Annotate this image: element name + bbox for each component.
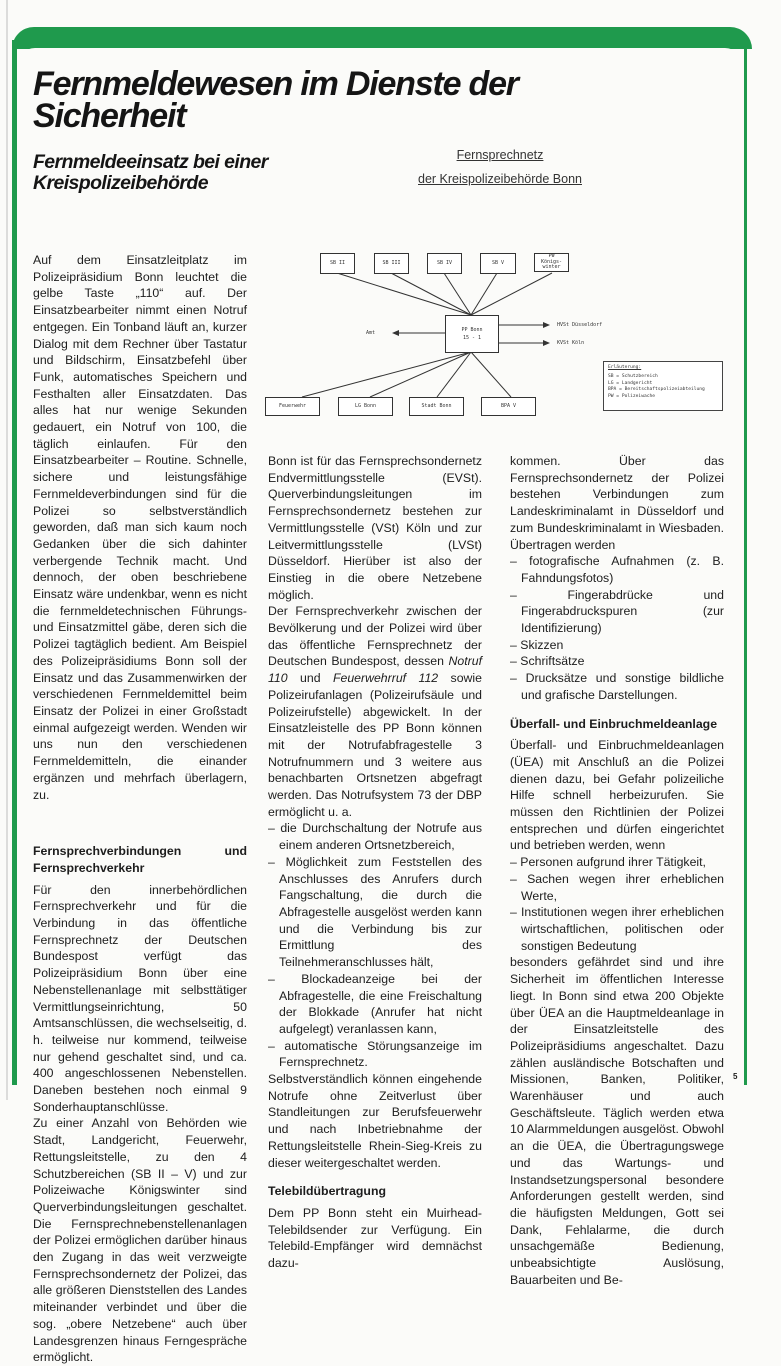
- list-item: – Schriftsätze: [510, 653, 724, 670]
- legend-item: LG = Landgericht: [608, 380, 653, 386]
- column-1: [33, 252, 247, 1366]
- link-kvst-koeln: KVSt Köln: [557, 340, 585, 346]
- text: sowie Polizeirufanlagen (Polizeirufsäule und Polizeirufstelle) abgewickelt. In der Einsatzleistelle des PP Bonn können mit der Notrufabfragestelle 3 Notrufnummern und 3 weitere aus benachbarten Ortsnetzen abgefragt werden. Das Notrufsystem 73 der DBP ermöglicht u. a.: [268, 671, 482, 819]
- column-2: [268, 453, 482, 1272]
- paragraph: Selbstverständlich können eingehende Notrufe ohne Zeitverlust über Standleitungen zur Berufsfeuerwehr und nach Inbetriebnahme der Rettungsleitstelle Rhein-Sieg-Kreis zu dieser weitergeschaltet werden.: [268, 1072, 482, 1170]
- node-sb-iii: SB III: [374, 253, 409, 274]
- section-heading-telebild: Telebildübertragung: [268, 1184, 386, 1199]
- list-item: – Sachen wegen ihrer erheblichen Werte,: [510, 871, 724, 904]
- node-lg-bonn: LG Bonn: [338, 397, 393, 416]
- diagram-legend: [603, 361, 723, 411]
- node-sb-v: SB V: [480, 253, 516, 274]
- node-bpa-v: BPA V: [481, 397, 536, 416]
- node-sb-iv: SB IV: [427, 253, 462, 274]
- section-heading-uea: Überfall- und Einbruchmeldeanlage: [510, 716, 718, 731]
- list-item: – fotografische Aufnahmen (z. B. Fahndungsfotos): [510, 553, 724, 586]
- text: und: [287, 671, 333, 686]
- paragraph: Für den innerbehördlichen Fernsprechverkehr und für die Verbindung in das öffentliche Fernsprechnetz der Deutschen Bundespost verfügt das Polizeipräsidium Bonn über eine Nebenstellenanlage mit selbsttätiger Vermittlungseinrichtung, 50 Amtsanschlüssen, die wechselseitig, d. h. teilweise nur kommend, teilweise nur gehend geschaltet sind, und ca. 400 angeschlossenen Nebenstellen. Daneben bestehen noch einmal 9 Sonderhauptanschlüsse.: [33, 882, 247, 1114]
- transmission-list: [510, 553, 724, 703]
- link-hvst-duesseldorf: HVSt Düsseldorf: [557, 322, 603, 328]
- paragraph: kommen. Über das Fernsprechsondernetz der Polizei bestehen Verbindungen zum Landeskriminalamt in Düsseldorf und zum Bundeskriminalamt in Wiesbaden. Übertragen werden: [510, 454, 724, 552]
- notruf-features-list: [268, 820, 482, 1071]
- article-subtitle: Fernmeldeeinsatz bei einer Kreispolizeibehörde: [33, 151, 268, 194]
- list-item: – Skizzen: [510, 637, 724, 654]
- legend-item: SB = Schutzbereich: [608, 373, 658, 379]
- paragraph: besonders gefährdet sind und ihre Sicherheit im öffentlichen Interesse liegt. In Bonn sind etwa 200 Objekte über ÜEA an die Hauptmeldeanlage in der Einsatzleitstelle des Polizeipräsidiums angeschaltet. Dazu zählen ausländische Botschaften und Missionen, Banken, Politiker, Warenhäuser und auch Geschäftsleute. Täglich werden etwa 10 Alarmmeldungen ausgelöst. Obwohl an die ÜEA, die Übertragungswege und das Wartungs- und Instandsetzungspersonal besondere Anforderungen gestellt werden, sind die häufigsten Meldungen, Gott sei Dank, Fehlalarme, die durch unsachgemäße Bedienung, unbeabsichtigte Auslösung, Bauarbeiten und Be-: [510, 955, 724, 1287]
- emphasis-feuerwehrruf: Feuerwehrruf 112: [332, 671, 439, 686]
- paragraph: Überfall- und Einbruchmeldeanlagen (ÜEA) mit Anschluß an die Polizei dienen dazu, bei Gefahr polizeiliche Hilfe schnell herbeizurufen. Sie müssen den Richtlinien der Polizei entsprechen und dürfen eingerichtet und betrieben werden, wenn: [510, 738, 724, 853]
- node-stadt-bonn: Stadt Bonn: [409, 397, 464, 416]
- node-pw-koenigswinter: PW Königs-winter: [534, 253, 569, 272]
- legend-item: BPA = Bereitschaftspolizeiabteilung: [608, 387, 705, 393]
- pp-bonn-number: 15 - 1: [462, 335, 482, 341]
- column-3: [510, 453, 724, 1288]
- pp-bonn-label: PP Bonn: [461, 327, 483, 333]
- page-title: Fernmeldewesen im Dienste der Sicherheit: [33, 65, 518, 135]
- list-item: – automatische Störungsanzeige im Fernsprechnetz.: [268, 1038, 482, 1071]
- list-item: – Personen aufgrund ihrer Tätigkeit,: [510, 854, 724, 871]
- list-item: – Drucksätze und sonstige bildliche und grafische Darstellungen.: [510, 670, 724, 703]
- node-pp-bonn: [445, 315, 499, 353]
- emphasis-notruf: Notruf 110: [268, 654, 482, 686]
- list-item: – Fingerabdrücke und Fingerabdruckspuren (zur Identifizierung): [510, 587, 724, 637]
- uea-conditions-list: [510, 854, 724, 954]
- diagram-title-line2: der Kreispolizeibehörde Bonn: [418, 172, 582, 186]
- page-number: 5: [733, 1072, 738, 1081]
- list-item: – Möglichkeit zum Feststellen des Anschlusses des Anrufers durch Fangschaltung, die durch die Abfragestelle ausgelöst werden kann und die Verbindung bis zur Ermittlung des Teilnehmeranschlusses hält,: [268, 854, 482, 971]
- node-sb-ii: SB II: [320, 253, 355, 274]
- paragraph: Dem PP Bonn steht ein Muirhead-Telebildsender zur Verfügung. Ein Telebild-Empfänger wird demnächst dazu-: [268, 1205, 482, 1271]
- legend-title: Erläuterung:: [608, 365, 642, 370]
- section-heading-fernsprech: Fernsprechverbindungen und Fernsprechverkehr: [33, 844, 247, 875]
- legend-item: PW = Polizeiwache: [608, 394, 656, 400]
- list-item: – Institutionen wegen ihrer erheblichen wirtschaftlichen, politischen oder sonstigen Bedeutung: [510, 904, 724, 954]
- list-item: – die Durchschaltung der Notrufe aus einem anderen Ortsnetzbereich,: [268, 820, 482, 853]
- text: Der Fernsprechverkehr zwischen der Bevölkerung und der Polizei wird über das öffentliche Fernsprechnetz der Deutschen Bundespost, dessen: [268, 604, 482, 669]
- intro-paragraph: Auf dem Einsatzleitplatz im Polizeipräsidium Bonn leuchtet die gelbe Taste „110“ auf. Der Einsatzbearbeiter nimmt einen Notruf entgegen. Ein Tonband läuft an, kurzer Dialog mit dem Rechner über Tastatur und Bildschirm, Einsatzbefehl über Funk, automatisches Speichern und Festhalten aller Einsatzdaten. Das alles hat nur wenige Sekunden gedauert, ein Notruf von 100, die täglich einlaufen. Für den Einsatzbearbeiter – Routine. Schnelle, sichere und leistungsfähige Fernmeldeverbindungen sind für die Polizei so selbstverständlich geworden, daß man sich kaum noch Gedanken über die sich dahinter verbergende Technik macht. Und dennoch, der oben beschriebene Einsatz wäre undenkbar, wenn es nicht die fernmeldetechnischen Führungs- und Einsatzmittel gäbe, deren sich die Polizei tagtäglich bedient. Am Beispiel des Polizeipräsidiums Bonn soll der Einsatz und das Zusammenwirken der verschiedenen Fernmeldemittel beim Einsatz der Polizei in einer Großstadt einmal aufgezeigt werden. Wenden wir uns nun den verschiedenen Fernmeldemitteln, die einander ergänzen und mehrfach überlagern, zu.: [33, 253, 247, 802]
- paragraph: [268, 603, 482, 820]
- list-item: – Blockadeanzeige bei der Abfragestelle, die eine Freischaltung der Blokkade (Anrufer hat nicht aufgelegt) veranlassen kann,: [268, 971, 482, 1038]
- link-amt: Amt: [366, 330, 376, 336]
- paragraph: Bonn ist für das Fernsprechsondernetz Endvermittlungsstelle (EVSt). Querverbindungsleitungen im Fernsprechsondernetz bestehen zur Vermittlungsstelle (VSt) Köln und zur Leitvermittlungsstelle (LVSt) Düsseldorf. Hierüber ist also der Einstieg in die obere Netzebene möglich.: [268, 454, 482, 602]
- paragraph: Zu einer Anzahl von Behörden wie Stadt, Landgericht, Feuerwehr, Rettungsleitstelle, zu den 4 Schutzbereichen (SB II – V) und zur Polizeiwache Königswinter sind Querverbindungsleitungen geschaltet. Die Fernsprechnebenstellenanlagen der Polizei ermöglichen darüber hinaus den Zugang in das weit verzweigte Fernsprechsondernetz der Polizei, das alle größeren Dienststellen des Landes miteinander verbindet und über die sog. „obere Netzebene“ auch über Landesgrenzen hinaus Ferngespräche ermöglicht.: [33, 1116, 247, 1365]
- node-feuerwehr: Feuerwehr: [265, 397, 320, 416]
- diagram-title-line1: Fernsprechnetz: [456, 148, 544, 162]
